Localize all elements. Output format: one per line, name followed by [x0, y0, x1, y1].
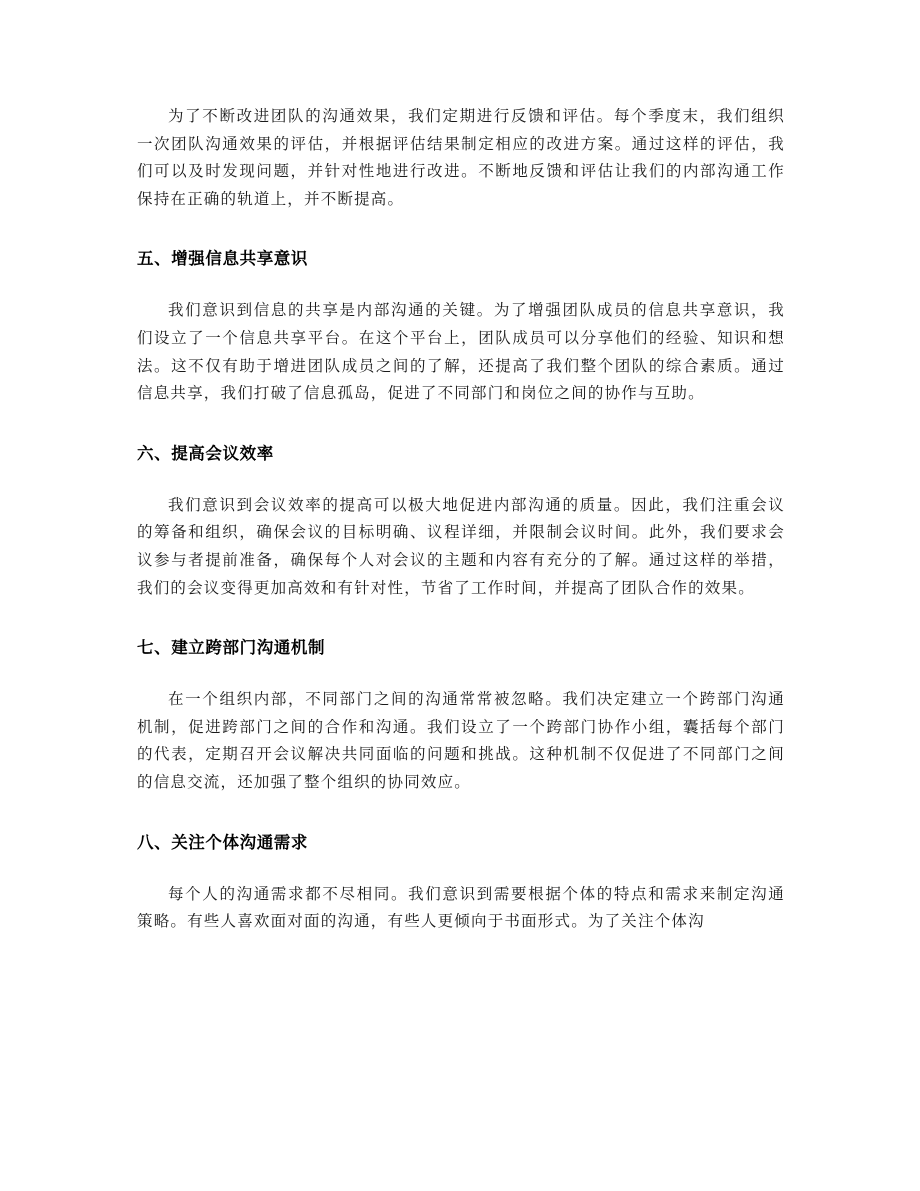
paragraph-meeting-efficiency: 我们意识到会议效率的提高可以极大地促进内部沟通的质量。因此，我们注重会议的筹备和组织，确保会议的目标明确、议程详细，并限制会议时间。此外，我们要求会议参与者提前准备，确保每个人对会议的主题和内容有充分的了解。通过这样的举措，我们的会议变得更加高效和有针对性，节省了工作时间，并提高了团队合作的效果。: [137, 495, 785, 597]
spacer: [137, 856, 785, 881]
spacer: [137, 797, 785, 829]
section-heading-7: 七、建立跨部门沟通机制: [137, 638, 326, 658]
paragraph-feedback-evaluation: 为了不断改进团队的沟通效果，我们定期进行反馈和评估。每个季度末，我们组织一次团队沟通效果的评估，并根据评估结果制定相应的改进方案。通过这样的评估，我们可以及时发现问题，并针对性地进行改进。不断地反馈和评估让我们的内部沟通工作保持在正确的轨道上，并不断提高。: [137, 107, 785, 208]
paragraph-cross-department: 在一个组织内部，不同部门之间的沟通常常被忽略。我们决定建立一个跨部门沟通机制，促进跨部门之间的合作和沟通。我们设立了一个跨部门协作小组，囊括每个部门的代表，定期召开会议解决共同面临的问题和挑战。这种机制不仅促进了不同部门之间的信息交流，还加强了整个组织的协同效应。: [137, 690, 785, 791]
document-body: [137, 103, 785, 936]
spacer: [137, 467, 785, 492]
section-heading-8: 八、关注个体沟通需求: [137, 832, 308, 852]
section-heading-5: 五、增强信息共享意识: [137, 249, 308, 269]
spacer: [137, 408, 785, 440]
paragraph-info-sharing: 我们意识到信息的共享是内部沟通的关键。为了增强团队成员的信息共享意识，我们设立了一个信息共享平台。在这个平台上，团队成员可以分享他们的经验、知识和想法。这不仅有助于增进团队成员之间的了解，还提高了我们整个团队的综合素质。通过信息共享，我们打破了信息孤岛，促进了不同部门和岗位之间的协作与互助。: [137, 301, 785, 403]
paragraph-individual-needs: 每个人的沟通需求都不尽相同。我们意识到需要根据个体的特点和需求来制定沟通策略。有些人喜欢面对面的沟通，有些人更倾向于书面形式。为了关注个体沟: [137, 884, 785, 931]
spacer: [137, 272, 785, 297]
spacer: [137, 213, 785, 245]
spacer: [137, 602, 785, 634]
section-heading-6: 六、提高会议效率: [137, 443, 274, 463]
spacer: [137, 661, 785, 686]
